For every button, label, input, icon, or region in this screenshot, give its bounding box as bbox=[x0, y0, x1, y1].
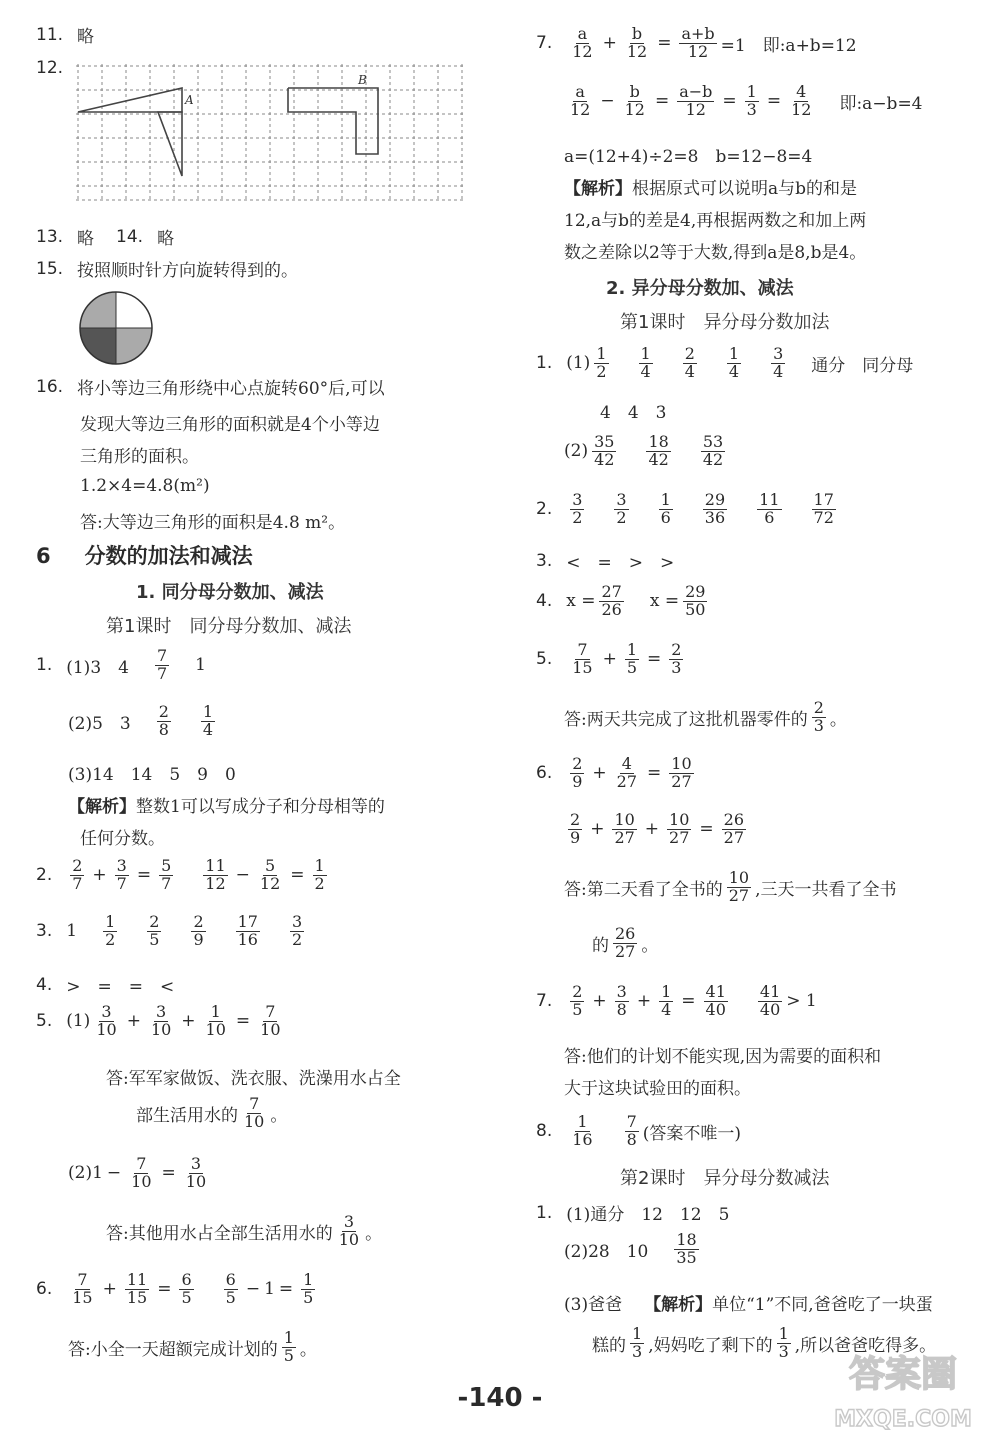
item-number: 3. bbox=[536, 550, 553, 571]
answer-text: (1)3 4 bbox=[66, 657, 129, 678]
item-number: 14. bbox=[116, 226, 144, 247]
item-number: 5. bbox=[536, 649, 553, 670]
r7: 7. $\frac{2}{5}$ + $\frac{3}{8}$ + $\frac{1}{4}$ = $\frac{41}{40}$ $\frac{41}{40}$ > 1 bbox=[536, 982, 817, 1019]
q7-analysis-line3: 数之差除以2等于大数,得到a是8,b是4。 bbox=[564, 243, 867, 263]
fraction: $\frac{2}{8}$ bbox=[158, 702, 169, 739]
analysis-text: 整数1可以写成分子和分母相等的 bbox=[136, 797, 385, 817]
answer-text: > = = < bbox=[66, 977, 175, 997]
q5-part2: (2)1 − $\frac{7}{10}$ = $\frac{3}{10}$ bbox=[68, 1154, 207, 1191]
item-number: 1. bbox=[536, 353, 553, 374]
q1-analysis bbox=[68, 792, 385, 817]
item-number: 4. bbox=[536, 591, 553, 612]
answer-text: 略 bbox=[77, 27, 95, 47]
answer-text: 按照顺时针方向旋转得到的。 bbox=[77, 261, 299, 281]
item-number: 6. bbox=[36, 1279, 53, 1300]
q5-answer1-line1: 答:军军家做饭、洗衣服、洗澡用水占全 bbox=[106, 1069, 401, 1089]
lesson-1b-heading: 第1课时 异分母分数加法 bbox=[620, 312, 830, 333]
q4 bbox=[36, 972, 174, 997]
answer-16-line2: 发现大等边三角形的面积就是4个小等边 bbox=[80, 415, 380, 435]
q1-analysis-line2: 任何分数。 bbox=[80, 829, 165, 849]
item-number: 15. bbox=[36, 258, 64, 279]
r4: 4. x = $\frac{27}{26}$ x = $\frac{29}{50}$ bbox=[536, 582, 706, 619]
q7-calc: a=(12+4)÷2=8 b=12−8=4 bbox=[564, 147, 813, 167]
item-number: 11. bbox=[36, 24, 64, 45]
q3: 3. 1 $\frac{1}{2}$ $\frac{2}{5}$ $\frac{2}{9}$ $\frac{17}{16}$ $\frac{3}{2}$ bbox=[36, 912, 303, 949]
r6-answer-line1: 答:第二天看了全书的 $\frac{10}{27}$ ,三天一共看了全书 bbox=[564, 868, 897, 905]
page-number: -140 - bbox=[457, 1383, 543, 1413]
answer-15 bbox=[36, 256, 298, 281]
rotation-circle-figure bbox=[78, 290, 154, 366]
r6-line2: $\frac{2}{9}$ + $\frac{10}{27}$ + $\frac{10}{27}$ = $\frac{26}{27}$ bbox=[570, 810, 745, 847]
watermark-logo bbox=[828, 1342, 978, 1437]
s1-part2: (2)28 10 $\frac{18}{35}$ bbox=[564, 1230, 697, 1267]
answer-11 bbox=[36, 22, 94, 47]
lesson-2-heading: 第2课时 异分母分数减法 bbox=[620, 1168, 830, 1189]
item-number: 16. bbox=[36, 376, 64, 397]
q2: 2. $\frac{2}{7}$ + $\frac{3}{7}$ = $\frac{5}{7}$ $\frac{11}{12}$ − $\frac{5}{12}$ = $\frac{1}{2}$ bbox=[36, 856, 325, 893]
answer-text: (2)5 3 bbox=[68, 713, 131, 734]
item-number: 1. bbox=[36, 655, 53, 676]
answer-text: 将小等边三角形绕中心点旋转60°后,可以 bbox=[77, 379, 385, 399]
item-number: 2. bbox=[536, 499, 553, 520]
fraction: $\frac{7}{7}$ bbox=[156, 646, 168, 683]
point-b-label: B bbox=[358, 73, 367, 87]
q6-answer: 答:小全一天超额完成计划的 $\frac{1}{5}$ 。 bbox=[68, 1328, 317, 1365]
answer-16-line3: 三角形的面积。 bbox=[80, 447, 199, 467]
section-title: 分数的加法和减法 bbox=[84, 544, 253, 568]
s1-analysis-line2: 糕的 $\frac{1}{3}$ ,妈妈吃了剩下的 $\frac{1}{3}$ ,所以爸爸吃得多。 bbox=[592, 1324, 937, 1361]
triangle-original bbox=[78, 88, 182, 112]
q1-part3: (3)14 14 5 9 0 bbox=[68, 765, 236, 785]
r6-line1: 6. $\frac{2}{9}$ + $\frac{4}{27}$ = $\frac{10}{27}$ bbox=[536, 754, 692, 791]
grid-figure bbox=[76, 64, 466, 204]
r7-answer-line2: 大于这块试验田的面积。 bbox=[564, 1079, 751, 1099]
lesson-1-heading: 第1课时 同分母分数加、减法 bbox=[106, 616, 352, 637]
q7-analysis: 【解析】 根据原式可以说明a与b的和是 bbox=[564, 179, 858, 199]
q5-answer2: 答:其他用水占全部生活用水的 $\frac{3}{10}$ 。 bbox=[106, 1212, 383, 1249]
q1-part2 bbox=[68, 704, 219, 739]
answer-12 bbox=[36, 58, 77, 78]
answer-text: 1 bbox=[195, 655, 206, 676]
item-number: 4. bbox=[36, 974, 53, 995]
point-a-label: A bbox=[185, 93, 194, 107]
s1-part1: 1. (1)通分 12 12 5 bbox=[536, 1202, 730, 1225]
item-number: 6. bbox=[536, 763, 553, 784]
r7-answer-line1: 答:他们的计划不能实现,因为需要的面积和 bbox=[564, 1047, 882, 1067]
q5-answer1-line2: 部生活用水的 $\frac{7}{10}$ 。 bbox=[136, 1094, 288, 1131]
item-number: 7. bbox=[536, 33, 553, 54]
r3: 3. < = > > bbox=[536, 550, 675, 573]
r5-answer: 答:两天共完成了这批机器零件的 $\frac{2}{3}$ 。 bbox=[564, 698, 847, 735]
item-number: 12. bbox=[36, 58, 64, 78]
answer-text: 略 bbox=[157, 229, 175, 249]
watermark-top-text: 答案圈 bbox=[848, 1354, 958, 1395]
answer-16-line1 bbox=[36, 374, 385, 399]
r5: 5. $\frac{7}{15}$ + $\frac{1}{5}$ = $\frac{2}{3}$ bbox=[536, 640, 682, 677]
r1-part2: (2) $\frac{35}{42}$ $\frac{18}{42}$ $\frac{53}{42}$ bbox=[564, 432, 724, 469]
item-number: 13. bbox=[36, 226, 64, 247]
q6: 6. $\frac{7}{15}$ + $\frac{11}{15}$ = $\frac{6}{5}$ $\frac{6}{5}$ − 1 = $\frac{1}{5}$ bbox=[36, 1270, 314, 1307]
dashed-grid bbox=[76, 64, 466, 202]
r6-answer-line2: 的 $\frac{26}{27}$ 。 bbox=[592, 924, 659, 961]
subsection-2-heading: 2. 异分母分数加、减法 bbox=[606, 278, 794, 299]
polygon-shape bbox=[288, 88, 378, 154]
item-number: 7. bbox=[536, 991, 553, 1012]
r8: 8. $\frac{1}{16}$ $\frac{7}{8}$ (答案不唯一) bbox=[536, 1112, 742, 1149]
item-number: 8. bbox=[536, 1121, 553, 1142]
triangle-rotated bbox=[158, 112, 182, 176]
analysis-label: 【解析】 bbox=[68, 797, 136, 817]
item-number: 1. bbox=[536, 1202, 553, 1223]
answer-13-14 bbox=[36, 224, 174, 249]
q1-part1 bbox=[36, 648, 206, 683]
q7-line1: 7. $\frac{a}{12}$ + $\frac{b}{12}$ = $\frac{a+b}{12}$ =1 即:a+b=12 bbox=[536, 24, 857, 61]
answer-text: 略 bbox=[77, 229, 95, 249]
item-number: 3. bbox=[36, 921, 53, 942]
item-number: 5. bbox=[36, 1011, 53, 1032]
item-number: 2. bbox=[36, 865, 53, 886]
section-6-heading bbox=[36, 540, 253, 570]
answer-16-calc: 1.2×4=4.8(m²) bbox=[80, 476, 210, 496]
fraction: $\frac{1}{4}$ bbox=[202, 702, 214, 739]
subsection-1-heading: 1. 同分母分数加、减法 bbox=[136, 582, 324, 603]
section-number: 6 bbox=[36, 544, 51, 568]
answer-16-conclusion: 答:大等边三角形的面积是4.8 m²。 bbox=[80, 513, 346, 533]
q7-analysis-line2: 12,a与b的差是4,再根据两数之和加上两 bbox=[564, 211, 867, 231]
r1-part1: 1. (1) $\frac{1}{2}$ $\frac{1}{4}$ $\frac{2}{4}$ $\frac{1}{4}$ $\frac{3}{4}$ 通分 同分母 bbox=[536, 344, 914, 381]
watermark-bottom-text: MXQE.COM bbox=[834, 1407, 972, 1432]
r1-row2: 4 4 3 bbox=[600, 403, 667, 423]
s1-part3: (3)爸爸 【解析】 单位“1”不同,爸爸吃了一块蛋 bbox=[564, 1295, 933, 1315]
q5-part1: 5. (1) $\frac{3}{10}$ + $\frac{3}{10}$ + $\frac{1}{10}$ = $\frac{7}{10}$ bbox=[36, 1002, 281, 1039]
r2: 2. $\frac{3}{2}$ $\frac{3}{2}$ $\frac{1}{6}$ $\frac{29}{36}$ $\frac{11}{6}$ $\frac{17}{72}$ bbox=[536, 490, 834, 527]
q7-line2: $\frac{a}{12}$ − $\frac{b}{12}$ = $\frac{a-b}{12}$ = $\frac{1}{3}$ = $\frac{4}{12}$ 即:a−b=4 bbox=[570, 82, 923, 119]
